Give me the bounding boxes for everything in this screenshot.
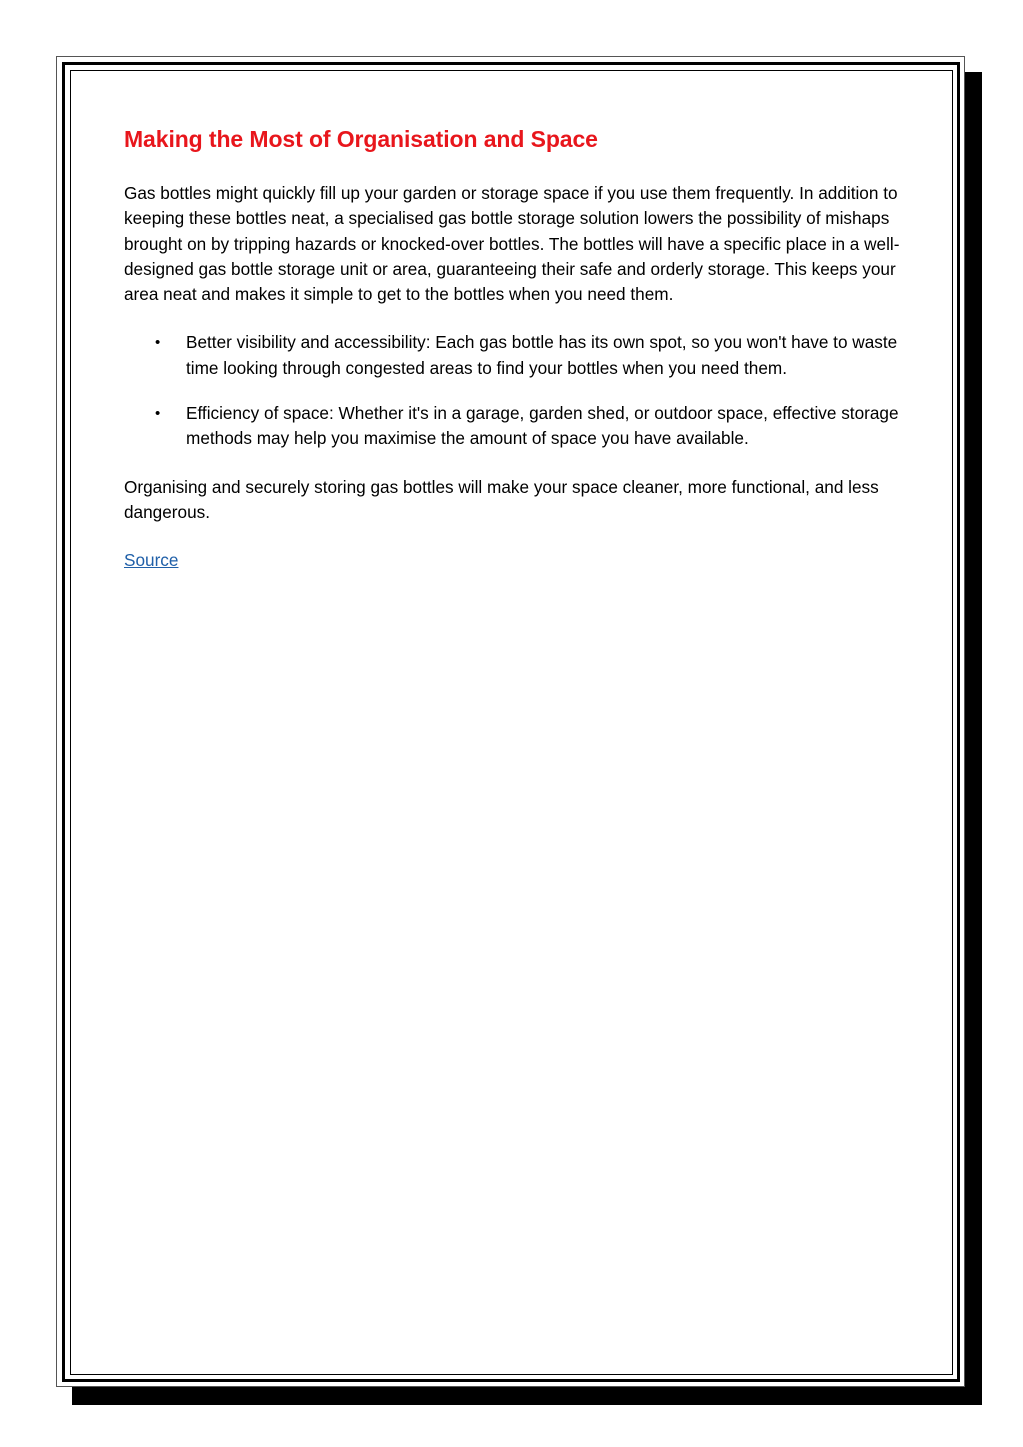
intro-paragraph: Gas bottles might quickly fill up your garden or storage space if you use them frequently. In addition to keeping these bottles neat, a specialised gas bottle storage solution lowers the possibility of mishaps brought on by tripping hazards or knocked-over bottles. The bottles will have a specific place in a well-designed gas bottle storage unit or area, guaranteeing their safe and orderly storage. This keeps your area neat and makes it simple to get to the bottles when you need them. [124,183,900,305]
source-line [124,548,904,573]
closing-paragraph: Organising and securely storing gas bottles will make your space cleaner, more functional, and less dangerous. [124,476,879,522]
bullet-icon: • [155,405,161,423]
bullet-icon: • [155,334,161,352]
document-title: Making the Most of Organisation and Space [124,126,598,152]
list-item-text: Efficiency of space: Whether it's in a garage, garden shed, or outdoor space, effective storage methods may help you maximise the amount of space you have available. [186,403,899,449]
source-link[interactable]: Source [124,550,179,571]
list-item-text: Better visibility and accessibility: Each gas bottle has its own spot, so you won't have to waste time looking through congested areas to find your bottles when you need them. [186,332,898,378]
list-item [124,330,904,381]
document-body [124,122,904,597]
list-item [124,401,904,452]
bullet-list [124,330,904,451]
